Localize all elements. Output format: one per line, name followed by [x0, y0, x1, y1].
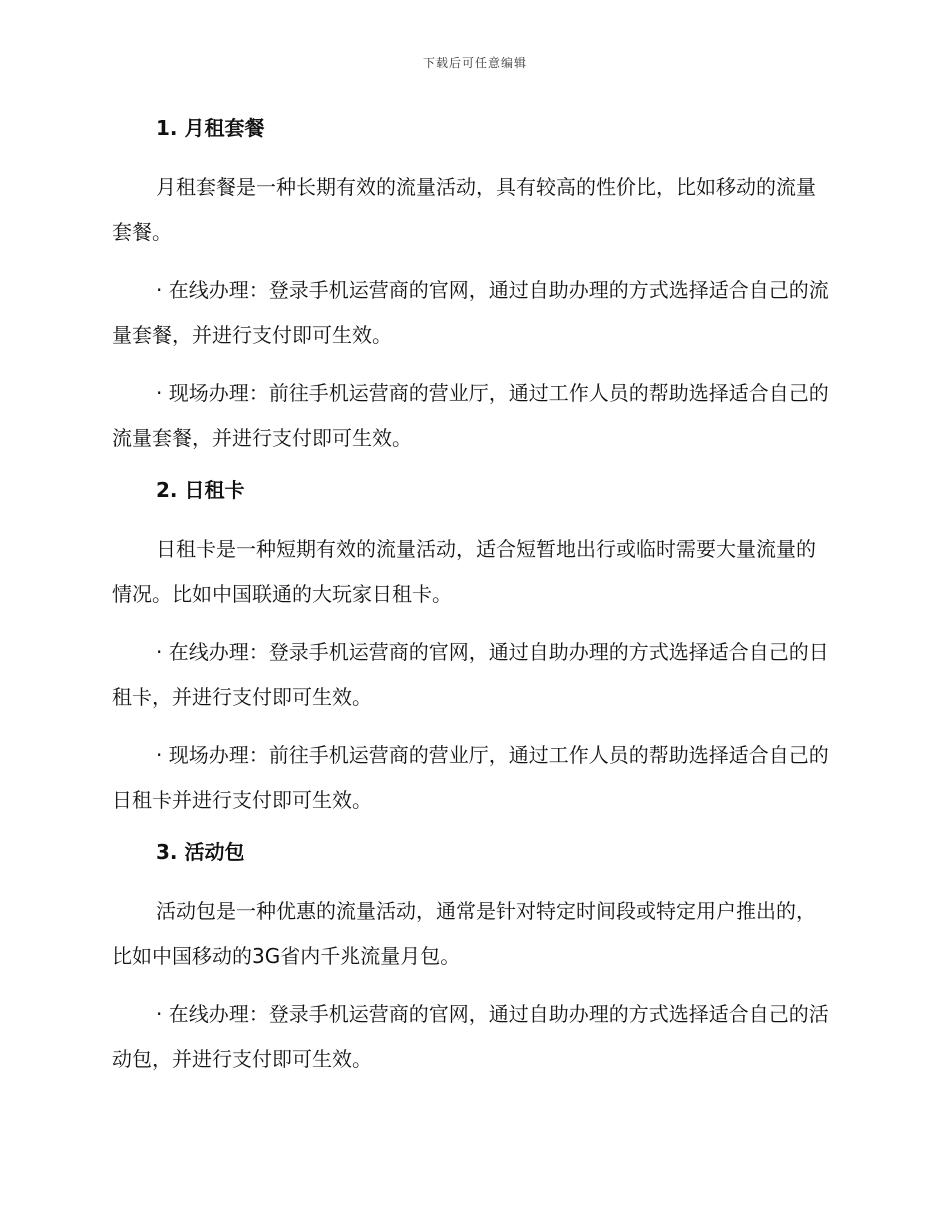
section-daily-card — [112, 474, 832, 823]
section-intro: 活动包是一种优惠的流量活动，通常是针对特定时间段或特定用户推出的，比如中国移动的3G省内千兆流量月包。 — [112, 899, 816, 968]
section-intro: 日租卡是一种短期有效的流量活动，适合短暂地出行或临时需要大量流量的情况。比如中国联通的大玩家日租卡。 — [112, 537, 816, 606]
bullet-offline: · 现场办理：前往手机运营商的营业厅，通过工作人员的帮助选择适合自己的流量套餐，并进行支付即可生效。 — [112, 381, 829, 450]
section-activity-pack — [112, 836, 832, 1082]
bullet-online: · 在线办理：登录手机运营商的官网，通过自助办理的方式选择适合自己的流量套餐，并进行支付即可生效。 — [112, 278, 829, 347]
section-heading: 2. 日租卡 — [156, 478, 245, 502]
bullet-online: · 在线办理：登录手机运营商的官网，通过自助办理的方式选择适合自己的活动包，并进行支付即可生效。 — [112, 1002, 829, 1071]
section-heading: 3. 活动包 — [156, 840, 245, 864]
bullet-offline: · 现场办理：前往手机运营商的营业厅，通过工作人员的帮助选择适合自己的日租卡并进行支付即可生效。 — [112, 743, 829, 812]
section-intro: 月租套餐是一种长期有效的流量活动，具有较高的性价比，比如移动的流量套餐。 — [112, 175, 816, 244]
section-monthly-plan — [112, 112, 832, 461]
header-note: 下载后可任意编辑 — [422, 56, 527, 70]
bullet-online: · 在线办理：登录手机运营商的官网，通过自助办理的方式选择适合自己的日租卡，并进行支付即可生效。 — [112, 640, 829, 709]
section-heading: 1. 月租套餐 — [156, 116, 265, 140]
document-body — [112, 112, 832, 1095]
